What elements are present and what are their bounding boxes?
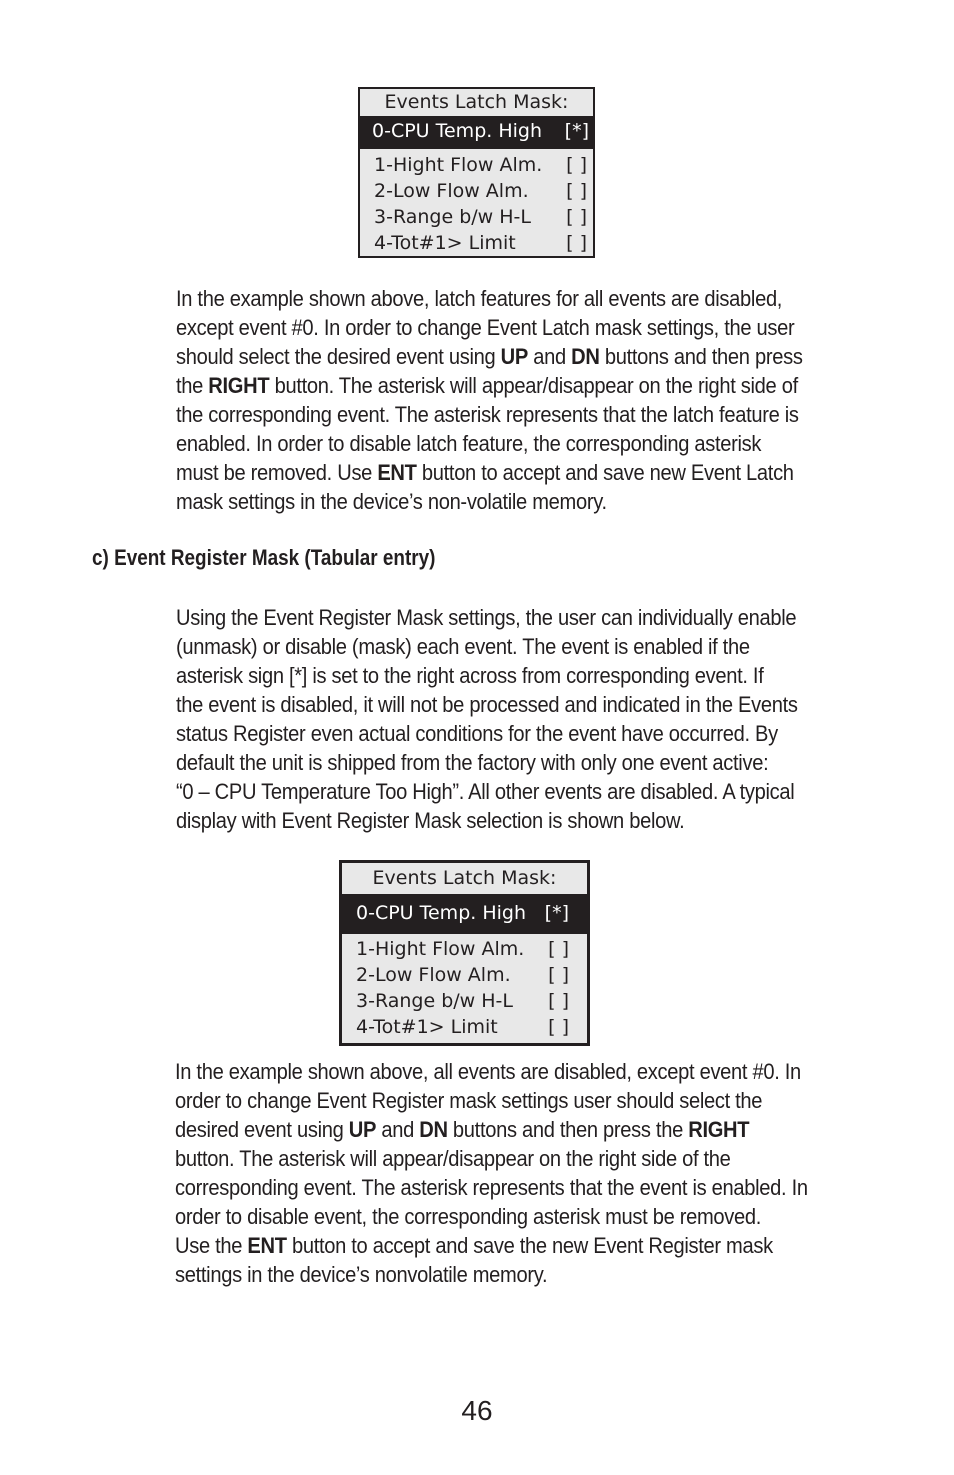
display-header: Events Latch Mask: (372, 867, 557, 889)
latch-mask-display (358, 87, 595, 258)
display-row (360, 178, 593, 204)
text-line: desired event using UP and DN buttons and then press the RIGHT (175, 1117, 750, 1142)
display-row-label: 0-CPU Temp. High (356, 902, 526, 924)
text-line: status Register even actual conditions for the event have occurred. By (176, 721, 778, 746)
display-row-flag: [*] (564, 120, 589, 142)
display-rows (360, 147, 593, 256)
display-row-label: 2-Low Flow Alm. (374, 180, 529, 202)
text-line: Use the ENT button to accept and save the new Event Register mask (175, 1233, 773, 1258)
display-selected-row (342, 894, 587, 932)
display-header: Events Latch Mask: (384, 91, 569, 113)
ent-key-ref: ENT (377, 460, 417, 485)
display-row (360, 204, 593, 230)
ent-key-ref: ENT (247, 1233, 287, 1258)
display-row (342, 1014, 587, 1040)
display-row-flag: [ ] (566, 180, 587, 202)
display-row-label: 3-Range b/w H-L (356, 990, 513, 1012)
text-line: the corresponding event. The asterisk represents that the latch feature is (176, 402, 799, 427)
latch-mask-description (176, 284, 803, 516)
text-line: (unmask) or disable (mask) each event. The event is enabled if the (176, 634, 750, 659)
page-number: 46 (461, 1395, 493, 1426)
display-row-label: 4-Tot#1> Limit (356, 1016, 498, 1038)
display-row-flag: [ ] (566, 206, 587, 228)
text-line: the RIGHT button. The asterisk will appear/disappear on the right side of (176, 373, 798, 398)
display-row-flag: [ ] (566, 154, 587, 176)
display-row-flag: [*] (544, 902, 569, 924)
display-row (360, 152, 593, 178)
display-row (342, 936, 587, 962)
display-row-label: 1-Hight Flow Alm. (356, 938, 525, 960)
up-key-ref: UP (348, 1117, 377, 1142)
display-row-flag: [ ] (566, 232, 587, 254)
text-line: In the example shown above, latch features for all events are disabled, (176, 286, 783, 311)
text-line: Using the Event Register Mask settings, the user can individually enable (176, 605, 797, 630)
text-line: enabled. In order to disable latch feature, the corresponding asterisk (176, 431, 762, 456)
text-line: should select the desired event using UP and DN buttons and then press (176, 344, 803, 369)
text-line: In the example shown above, all events are disabled, except event #0. In (175, 1059, 801, 1084)
right-key-ref: RIGHT (688, 1117, 750, 1142)
display-row (360, 230, 593, 256)
display-rows (342, 932, 587, 1040)
display-row-label: 3-Range b/w H-L (374, 206, 531, 228)
text-line: the event is disabled, it will not be processed and indicated in the Events (176, 692, 798, 717)
text-line: corresponding event. The asterisk represents that the event is enabled. In (175, 1175, 808, 1200)
display-row-label: 4-Tot#1> Limit (374, 232, 516, 254)
register-mask-display (339, 860, 590, 1046)
display-row-label: 2-Low Flow Alm. (356, 964, 511, 986)
display-row-flag: [ ] (548, 964, 569, 986)
text-line: order to change Event Register mask settings user should select the (175, 1088, 763, 1113)
display-selected-row (360, 116, 593, 147)
dn-key-ref: DN (571, 344, 600, 369)
display-row-label: 1-Hight Flow Alm. (374, 154, 543, 176)
text-line: “0 – CPU Temperature Too High”. All other events are disabled. A typical (176, 779, 795, 804)
text-line: must be removed. Use ENT button to accept and save new Event Latch (176, 460, 794, 485)
display-row-flag: [ ] (548, 938, 569, 960)
right-key-ref: RIGHT (208, 373, 270, 398)
text-line: settings in the device’s nonvolatile memory. (175, 1262, 548, 1287)
display-row-flag: [ ] (548, 1016, 569, 1038)
display-row (342, 988, 587, 1014)
text-line: asterisk sign [*] is set to the right across from corresponding event. If (176, 663, 764, 688)
section-heading: c) Event Register Mask (Tabular entry) (92, 545, 436, 570)
register-mask-example-description (175, 1057, 808, 1289)
register-mask-description (176, 603, 798, 835)
display-row-label: 0-CPU Temp. High (372, 120, 542, 142)
text-line: display with Event Register Mask selection is shown below. (176, 808, 685, 833)
up-key-ref: UP (500, 344, 528, 369)
display-row (342, 962, 587, 988)
text-line: order to disable event, the corresponding asterisk must be removed. (175, 1204, 762, 1229)
text-line: button. The asterisk will appear/disappear on the right side of the (175, 1146, 731, 1171)
text-line: mask settings in the device’s non-volatile memory. (176, 489, 607, 514)
text-line: except event #0. In order to change Event Latch mask settings, the user (176, 315, 795, 340)
display-row-flag: [ ] (548, 990, 569, 1012)
text-line: default the unit is shipped from the factory with only one event active: (176, 750, 769, 775)
dn-key-ref: DN (419, 1117, 448, 1142)
